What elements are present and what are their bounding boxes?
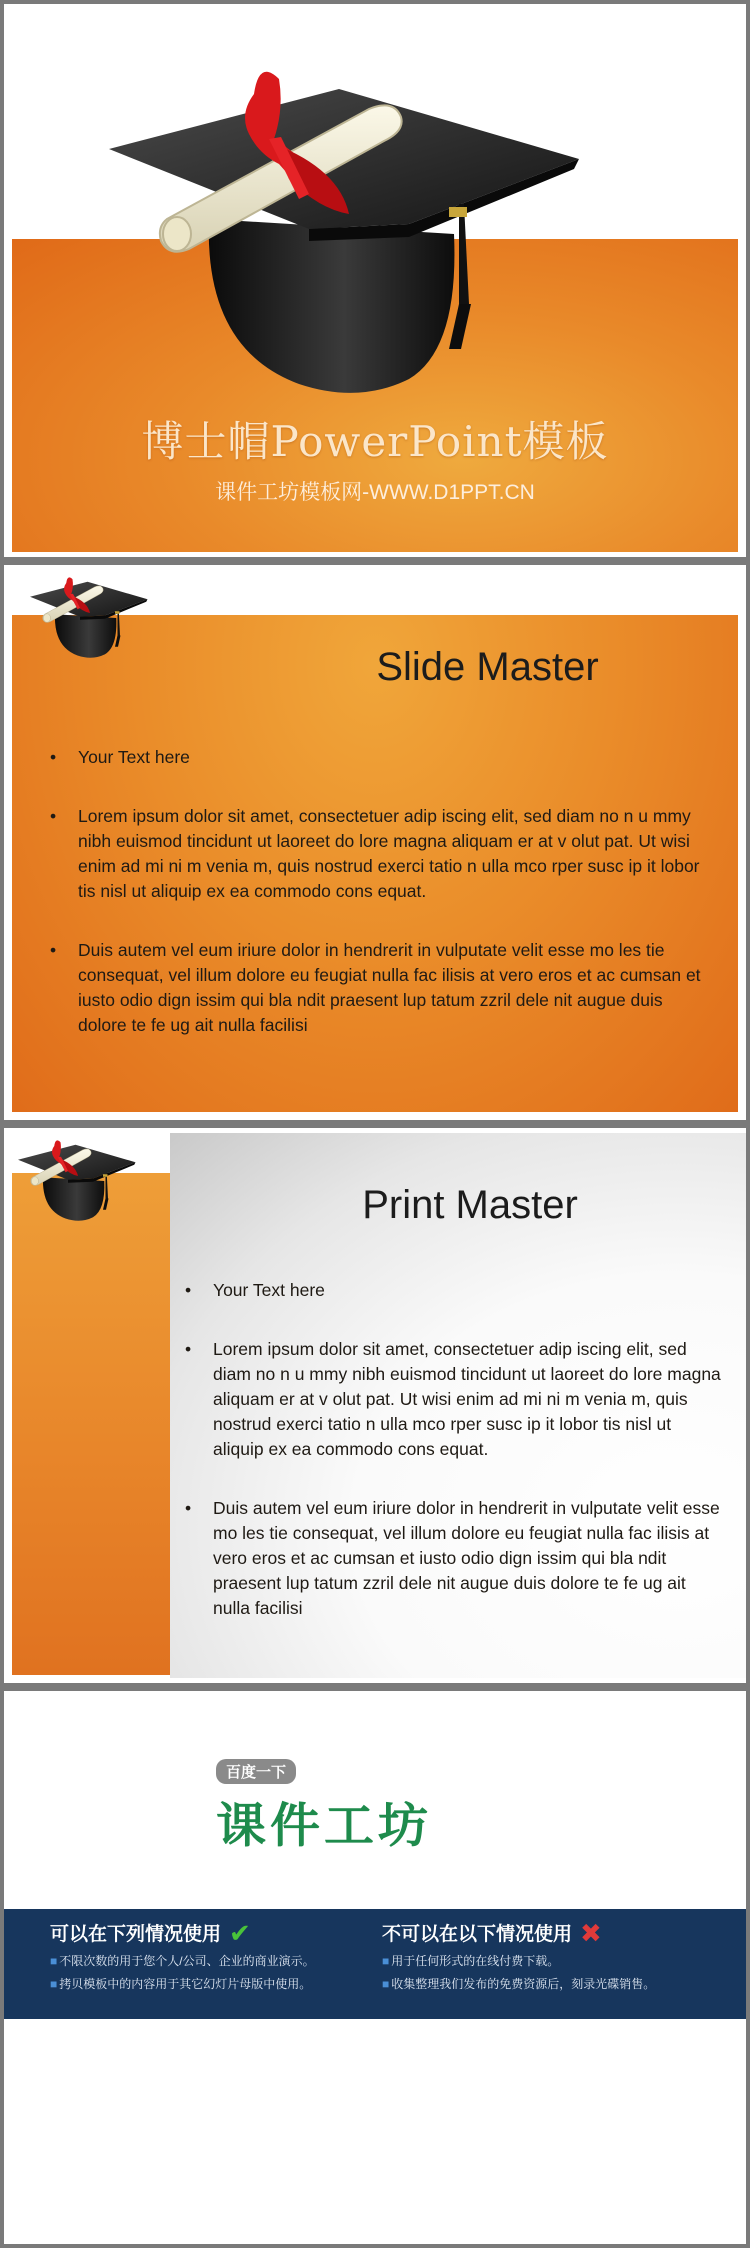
graduation-cap-icon: [109, 59, 589, 409]
print-master: [4, 1128, 746, 1683]
square-bullet-icon: ■: [50, 1977, 58, 1991]
slide-title: [4, 4, 746, 557]
square-bullet-icon: ■: [382, 1977, 390, 1991]
orange-sidebar: [12, 1173, 170, 1675]
graduation-cap-icon: [18, 1136, 138, 1226]
check-icon: ✔: [229, 1917, 251, 1948]
print-master-title: Print Master: [362, 1183, 578, 1227]
allowed-heading: 可以在下列情况使用: [50, 1924, 222, 1945]
bullet-item: • Lorem ipsum dolor sit amet, consectetuer adip iscing elit, sed diam no n u mmy nibh euismod tincidunt ut laoreet do lore magna aliquam er at v olut pat. Ut wisi enim ad mi ni m venia m, quis nostrud exerci tatio n ulla mco rper susc ip it lobor tis nisl ut aliquip ex ea commodo cons equat.: [44, 804, 706, 904]
forbidden-column: [382, 1919, 655, 1992]
slide-title-text: 博士帽PowerPoint模板: [141, 417, 609, 466]
logo-tag: 百度一下: [216, 1759, 296, 1784]
bullet-list: [179, 1278, 726, 1655]
bullet-list: [44, 745, 706, 1072]
bullet-item: • Duis autem vel eum iriure dolor in hendrerit in vulputate velit esse mo les tie consequat, vel illum dolore eu feugiat nulla fac ilisis at vero eros et ac cumsan et iusto odio dign issim qui bla ndit praesent lup tatum zzril dele nit augue duis dolore te fe ug ait nulla facilisi: [44, 938, 706, 1038]
forbidden-item: ■ 用于任何形式的在线付费下载。: [382, 1954, 560, 1968]
bullet-item: • Lorem ipsum dolor sit amet, consectetuer adip iscing elit, sed diam no n u mmy nibh euismod tincidunt ut laoreet do lore magna aliquam er at v olut pat. Ut wisi enim ad mi ni m venia m, quis nostrud exerci tatio n ulla mco rper susc ip it lobor tis nisl ut aliquip ex ea commodo cons equat.: [179, 1337, 726, 1462]
slide-master: [4, 565, 746, 1120]
slide-subtitle: 课件工坊模板网-WWW.D1PPT.CN: [215, 481, 535, 504]
usage-band: [4, 1909, 746, 2019]
slide-master-title: Slide Master: [376, 645, 599, 689]
bullet-item: • Your Text here: [44, 745, 706, 770]
bullet-item: • Your Text here: [179, 1278, 726, 1303]
bullet-item: • Duis autem vel eum iriure dolor in hendrerit in vulputate velit esse mo les tie consequat, vel illum dolore eu feugiat nulla fac ilisis at vero eros et ac cumsan et iusto odio dign issim qui bla ndit praesent lup tatum zzril dele nit augue duis dolore te fe ug ait nulla facilisi: [179, 1496, 726, 1621]
brand-logo: [216, 1759, 432, 1858]
allowed-item: ■ 拷贝模板中的内容用于其它幻灯片母版中使用。: [50, 1977, 312, 1991]
license-slide: [4, 1691, 746, 2244]
allowed-item: ■ 不限次数的用于您个人/公司、企业的商业演示。: [50, 1954, 315, 1968]
square-bullet-icon: ■: [50, 1954, 58, 1968]
forbidden-item: ■ 收集整理我们发布的免费资源后，刻录光碟销售。: [382, 1977, 656, 1991]
cross-icon: ✖: [580, 1917, 602, 1948]
square-bullet-icon: ■: [382, 1954, 390, 1968]
logo-text: 课件工坊: [216, 1798, 432, 1854]
allowed-column: [50, 1919, 315, 1992]
forbidden-heading: 不可以在以下情况使用: [382, 1924, 573, 1945]
graduation-cap-icon: [30, 573, 150, 663]
